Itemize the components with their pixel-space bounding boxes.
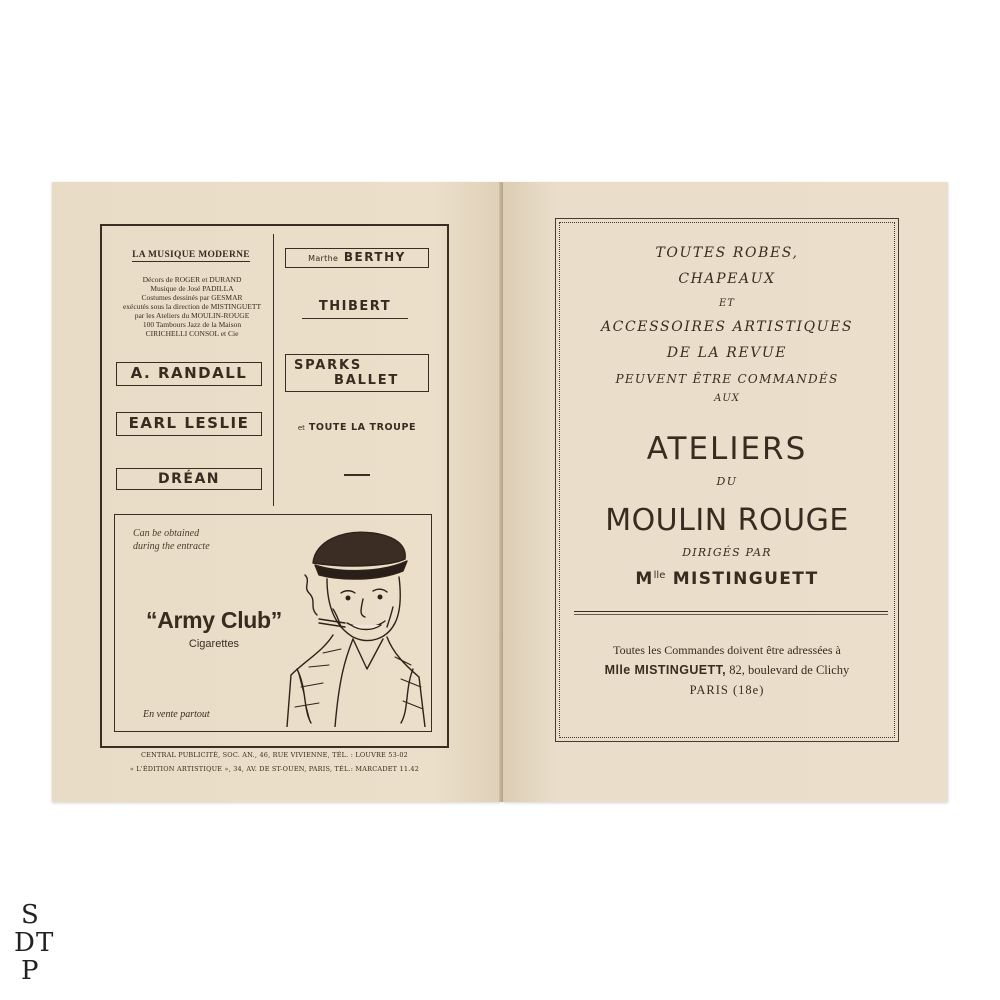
credit-line: 100 Tambours Jazz de la Maison — [142, 320, 242, 329]
credit-line: Costumes dessinés par GESMAR — [141, 293, 243, 302]
stdp-logo — [14, 902, 74, 986]
advert-obtain-line: during the entracte — [133, 541, 210, 552]
logo-letter-d: D — [14, 928, 35, 958]
footer-central-publicite: CENTRAL PUBLICITÉ, SOC. AN., 46, RUE VIVIENNE, TÉL. : LOUVRE 53-02 — [140, 751, 409, 759]
text-de-la-revue: DE LA REVUE — [666, 345, 788, 361]
mlle-superscript: lle — [653, 570, 666, 581]
advert-obtain-text — [133, 527, 210, 553]
advert-brand: “Army Club” — [146, 607, 282, 633]
credit-line: CIRICHELLI CONSOL et Cie — [145, 329, 239, 338]
footer-edition-artistique: « L'ÉDITION ARTISTIQUE », 34, AV. DE ST-OUEN, PARIS, TÉL.: MARCADET 11.42 — [129, 765, 420, 773]
performer-berthy — [285, 248, 429, 268]
text-peuvent-etre: PEUVENT ÊTRE COMMANDÉS — [615, 372, 839, 386]
text-aux: AUX — [714, 393, 740, 404]
troupe-label: TOUTE LA TROUPE — [308, 422, 417, 433]
credit-line: Décors de ROGER et DURAND — [142, 275, 242, 284]
logo-letter-p: P — [21, 956, 39, 986]
army-club-advert — [114, 514, 432, 732]
toute-la-troupe — [280, 422, 434, 433]
text-chapeaux: CHAPEAUX — [678, 271, 776, 287]
heading-moulin-rouge: MOULIN ROUGE — [605, 503, 849, 538]
mlle-prefix: M — [635, 569, 654, 589]
performer-drean: DRÉAN — [116, 468, 262, 490]
ballet-line: BALLET — [334, 373, 400, 388]
logo-letter-t: T — [36, 928, 54, 958]
heading-ateliers: ATELIERS — [646, 431, 808, 467]
closing-dash — [344, 474, 370, 476]
text-diriges-par: DIRIGÉS PAR — [682, 546, 772, 559]
left-page — [52, 182, 501, 802]
sparks-line: SPARKS — [294, 358, 363, 373]
production-credits — [112, 275, 272, 338]
commandes-street: 82, boulevard de Clichy — [729, 663, 850, 677]
text-et: ET — [719, 298, 735, 309]
credit-line: exécutés sous la direction de MISTINGUETT — [122, 302, 262, 311]
text-accessoires: ACCESSOIRES ARTISTIQUES — [600, 319, 854, 335]
credit-line: par les Ateliers du MOULIN-ROUGE — [134, 311, 250, 320]
commandes-city: PARIS (18e) — [689, 683, 765, 697]
performer-earl-leslie: EARL LESLIE — [116, 412, 262, 436]
commandes-address — [556, 663, 898, 678]
performer-sparks-ballet — [285, 354, 429, 392]
mistinguett-name: MISTINGUETT — [672, 569, 819, 589]
advert-product: Cigarettes — [188, 638, 240, 650]
commandes-name: Mlle MISTINGUETT, — [604, 663, 727, 677]
text-toutes-robes: TOUTES ROBES, — [655, 245, 799, 261]
logo-letter-s: S — [21, 900, 39, 930]
officer-illustration — [283, 519, 428, 727]
performer-randall: A. RANDALL — [116, 362, 262, 386]
berthy-name: BERTHY — [343, 250, 406, 264]
advert-vente: En vente partout — [143, 709, 210, 720]
right-page — [503, 182, 948, 802]
divider-rule-secondary — [574, 614, 888, 615]
commandes-instruction: Toutes les Commandes doivent être adressées à — [613, 643, 841, 657]
performer-thibert: THIBERT — [302, 299, 408, 319]
troupe-prefix: et — [297, 424, 305, 432]
left-page-frame — [100, 224, 449, 748]
divider-rule — [574, 611, 888, 612]
musique-moderne-heading: LA MUSIQUE MODERNE — [132, 250, 250, 260]
heading-mistinguett — [556, 569, 898, 589]
column-divider — [273, 234, 274, 506]
advert-obtain-line: Can be obtained — [133, 528, 200, 539]
credit-line: Musique de José PADILLA — [150, 284, 234, 293]
text-du: DU — [716, 475, 738, 488]
right-page-frame — [555, 218, 899, 742]
berthy-prefix: Marthe — [308, 254, 339, 263]
program-spread — [52, 182, 948, 802]
